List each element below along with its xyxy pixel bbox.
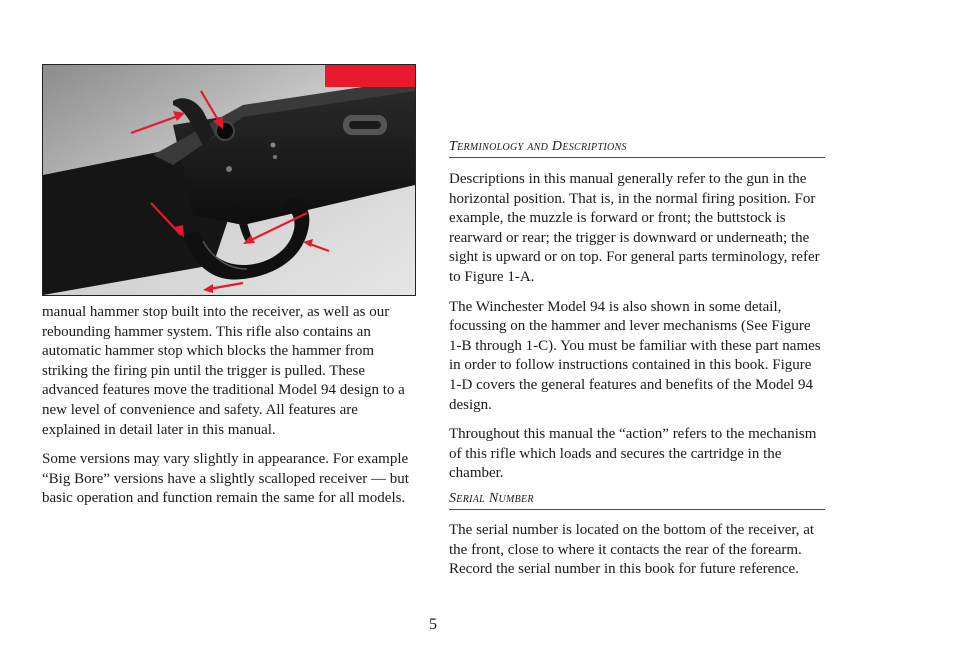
section-heading-terminology [449, 139, 825, 158]
body-paragraph: Throughout this manual the “action” refers to the mechanism of this rifle which loads and secures the cartridge in the chamber. [449, 426, 817, 482]
body-paragraph: The Winchester Model 94 is also shown in some detail, focussing on the hammer and lever mechanisms (See Figure 1-B through 1-C). You must be familiar with these part names in order to follow instructions contained in this book. Figure 1-D covers the general features and benefits of the Model 94 design. [449, 298, 821, 413]
terminology-section [449, 170, 825, 494]
rifle-receiver-photo [42, 64, 416, 296]
body-paragraph: manual hammer stop built into the receiver, as well as our rebounding hammer system. This rifle also contains an automatic hammer stop which blocks the hammer from striking the firing pin until the trigger is pulled. These advanced features move the traditional Model 94 design to a new level of convenience and safety. All features are explained in detail later in this manual. [42, 304, 405, 438]
body-paragraph: The serial number is located on the bottom of the receiver, at the front, close to where it contacts the rear of the forearm. Record the serial number in this book for future reference. [449, 522, 815, 578]
section-title: Terminology and Descriptions [449, 139, 627, 154]
body-paragraph: Some versions may vary slightly in appearance. For example “Big Bore” versions have a slightly scalloped receiver — but basic operation and function remain the same for all models. [42, 451, 409, 507]
serial-number-section [449, 521, 825, 590]
body-paragraph: Descriptions in this manual generally refer to the gun in the horizontal position. That is, in the normal firing position. For example, the muzzle is forward or front; the buttstock is rearward or rear; the trigger is downward or underneath; the sight is upward or on top. For general parts terminology, refer to Figure 1-A. [449, 171, 820, 285]
left-column [42, 303, 416, 519]
section-heading-serial-number [449, 491, 825, 510]
section-title: Serial Number [449, 491, 534, 506]
page-number: 5 [429, 616, 437, 633]
